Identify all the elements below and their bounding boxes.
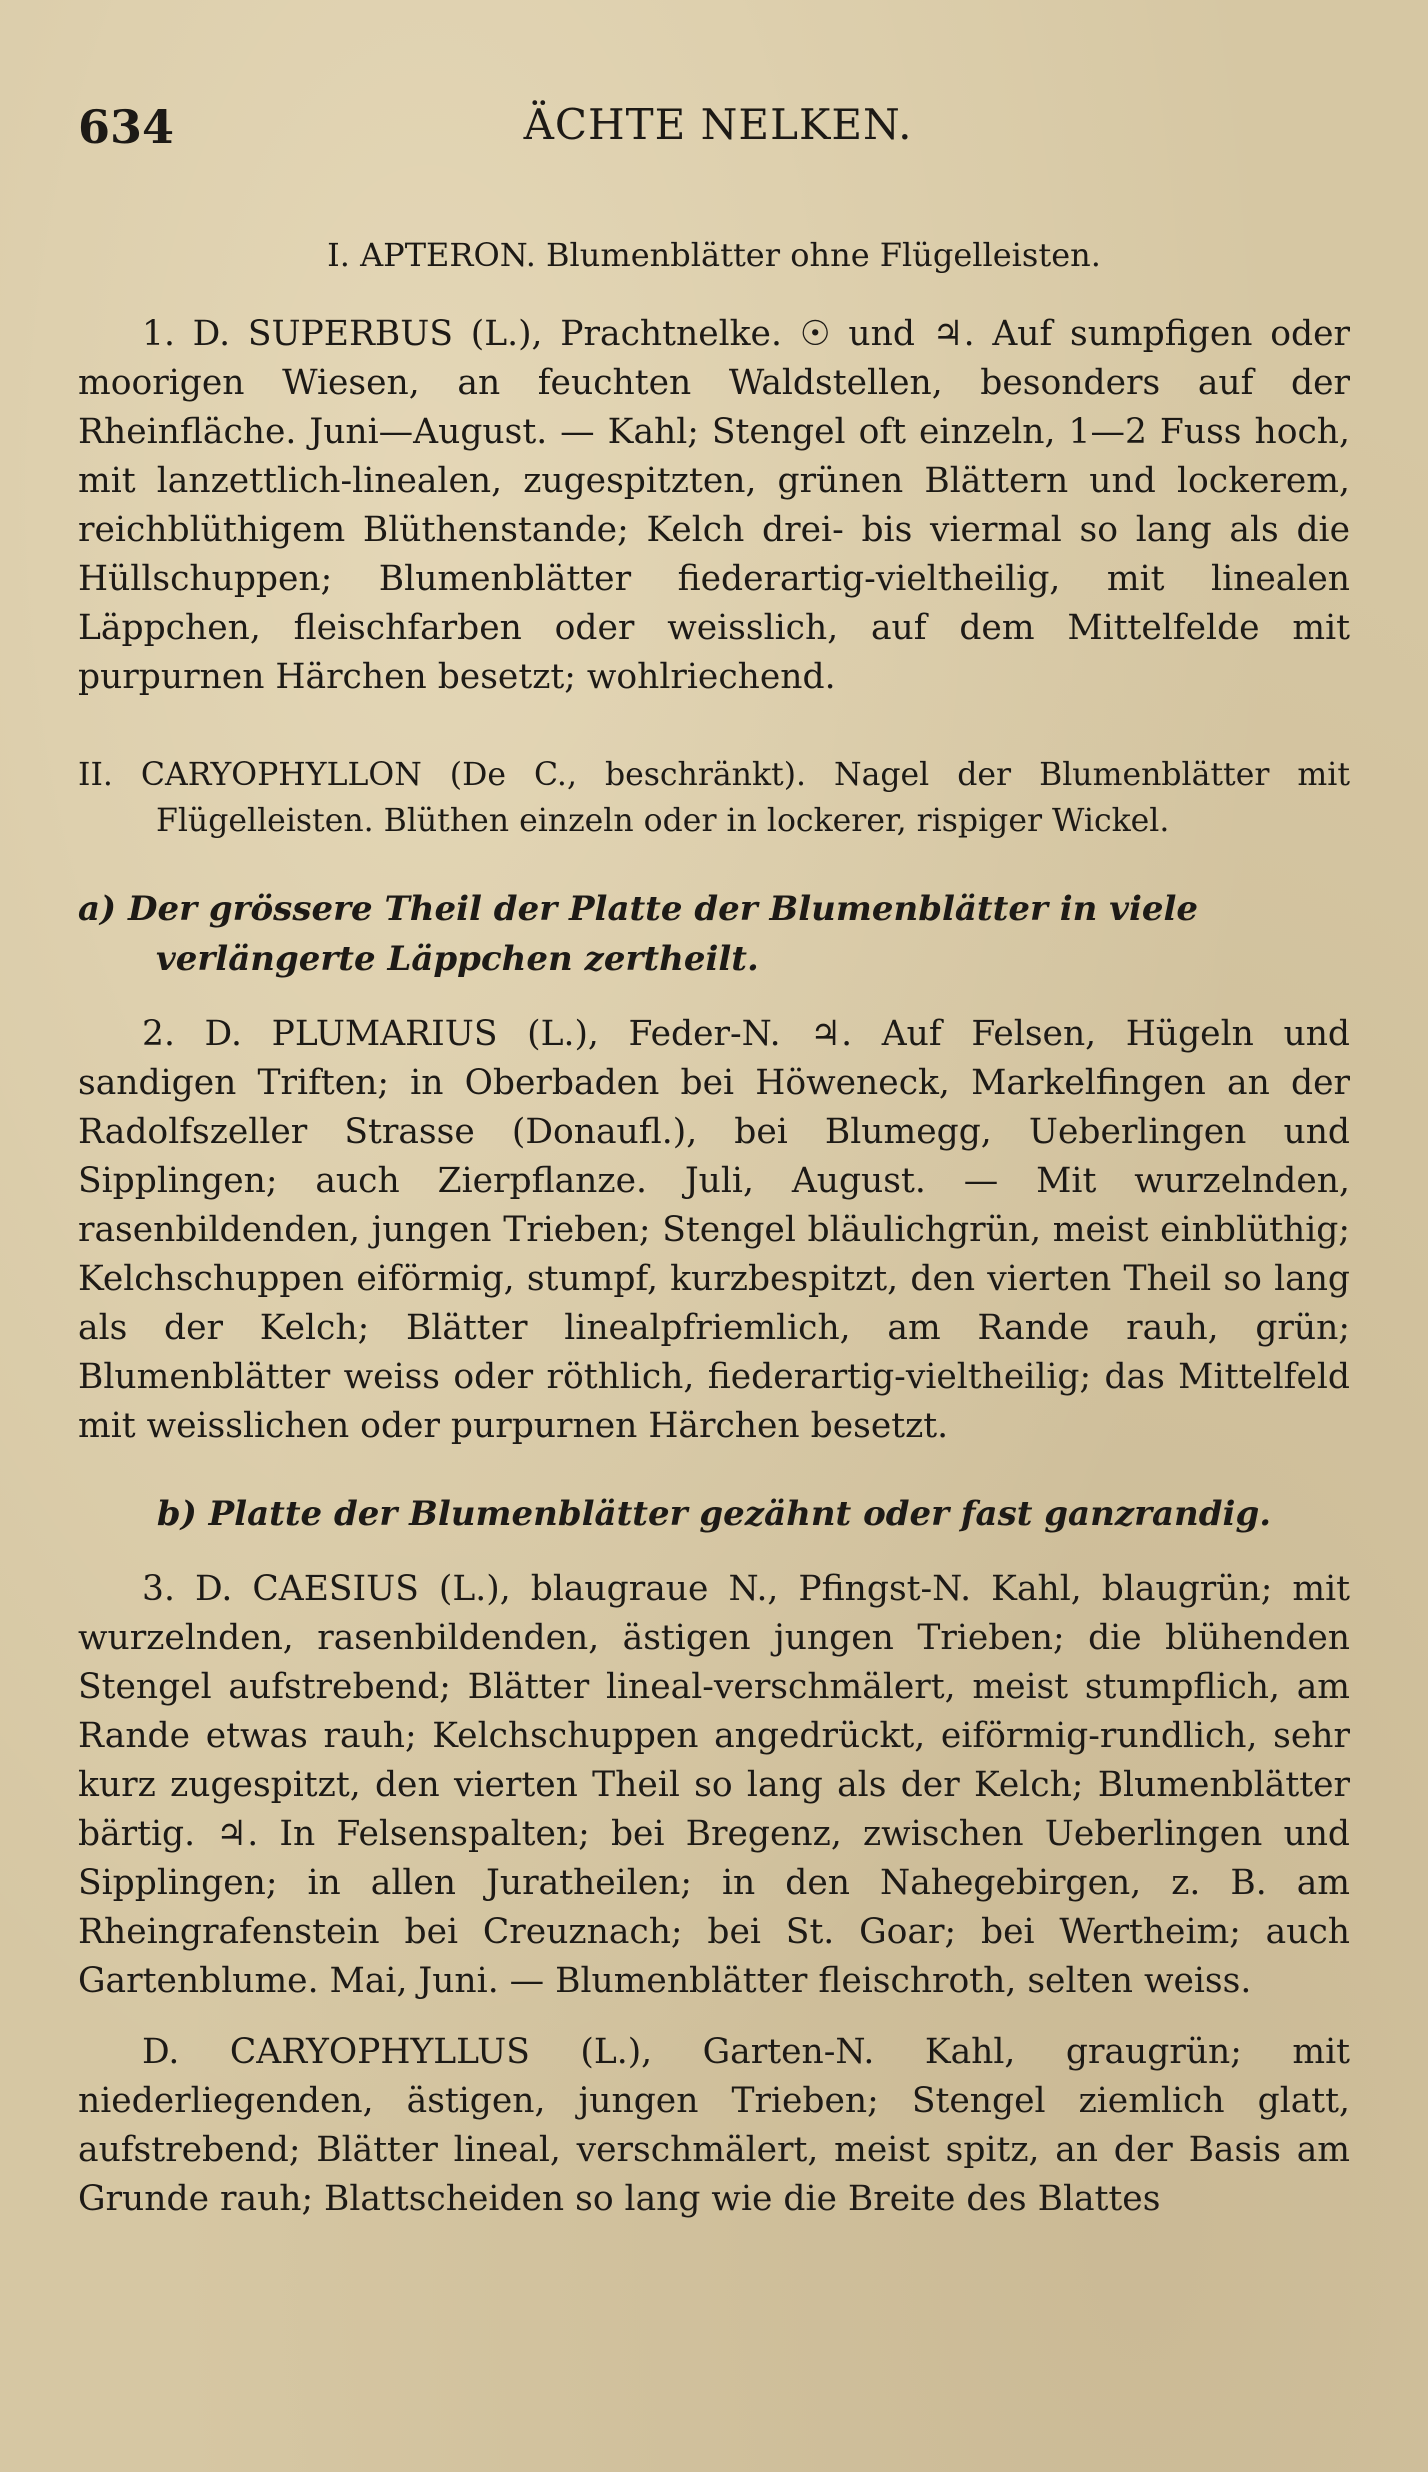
entry-dianthus-plumarius: 2. D. PLUMARIUS (L.), Feder-N. ♃. Auf Felsen, Hügeln und sandigen Triften; in Oberbaden bei Höweneck, Markelfingen an der Radolfszeller Strasse (Donaufl.), bei Blumegg, Ueberlingen und Sipplingen; auch Zierpflanze. Juli, August. — Mit wurzelnden, rasenbildenden, jungen Trieben; Stengel bläulichgrün, meist einblüthig; Kelchschuppen eiförmig, stumpf, kurzbespitzt, den vierten Theil so lang als der Kelch; Blätter linealpfriemlich, am Rande rauh, grün; Blumenblätter weiss oder röthlich, fiederartig-vieltheilig; das Mittelfeld mit weisslichen oder purpurnen Härchen besetzt. — [78, 1014, 1350, 1446]
entry-dianthus-caesius: 3. D. CAESIUS (L.), blaugraue N., Pfingst-N. Kahl, blaugrün; mit wurzelnden, rasenbildenden, ästigen jungen Trieben; die blühenden Stengel aufstrebend; Blätter lineal-verschmälert, meist stumpflich, am Rande etwas rauh; Kelchschuppen angedrückt, eiförmig-rundlich, sehr kurz zugespitzt, den vierten Theil so lang als der Kelch; Blumenblätter bärtig. ♃. In Felsenspalten; bei Bregenz, zwischen Ueberlingen und Sipplingen; in allen Juratheilen; in den Nahegebirgen, z. B. am Rheingrafenstein bei Creuznach; bei St. Goar; bei Wertheim; auch Gartenblume. Mai, Juni. — Blumenblätter fleischroth, selten weiss. — [78, 1569, 1350, 2001]
section-heading-caryophyllon: II. CARYOPHYLLON (De C., beschränkt). Nagel der Blumenblätter mit Flügelleisten. Blüthen einzeln oder in lockerer, rispiger Wickel. — [78, 757, 1350, 839]
section-heading-apteron: I. APTERON. Blumenblätter ohne Flügelleisten. — [327, 236, 1101, 274]
page-number: 634 — [78, 100, 175, 154]
entry-dianthus-caryophyllus: D. CARYOPHYLLUS (L.), Garten-N. Kahl, graugrün; mit niederliegenden, ästigen, jungen Trieben; Stengel ziemlich glatt, aufstrebend; Blätter lineal, verschmälert, meist spitz, an der Basis am Grunde rauh; Blattscheiden so lang wie die Breite des Blattes — [78, 2032, 1350, 2219]
running-head: ÄCHTE NELKEN. — [523, 100, 913, 149]
subheading-b: b) Platte der Blumenblätter gezähnt oder fast ganzrandig. — [156, 1494, 1272, 1534]
subheading-a: a) Der grössere Theil der Platte der Blumenblätter in viele verlängerte Läppchen zertheilt. — [78, 889, 1199, 979]
entry-dianthus-superbus: 1. D. SUPERBUS (L.), Prachtnelke. ☉ und ♃. Auf sumpfigen oder moorigen Wiesen, an feuchten Waldstellen, besonders auf der Rheinfläche. Juni—August. — Kahl; Stengel oft einzeln, 1—2 Fuss hoch, mit lanzettlich-linealen, zugespitzten, grünen Blättern und lockerem, reichblüthigem Blüthenstande; Kelch drei- bis viermal so lang als die Hüllschuppen; Blumenblätter fiederartig-vieltheilig, mit linealen Läppchen, fleischfarben oder weisslich, auf dem Mittelfelde mit purpurnen Härchen besetzt; wohlriechend. — [78, 314, 1350, 697]
page-header — [78, 100, 1358, 160]
page-body — [78, 232, 1350, 2224]
